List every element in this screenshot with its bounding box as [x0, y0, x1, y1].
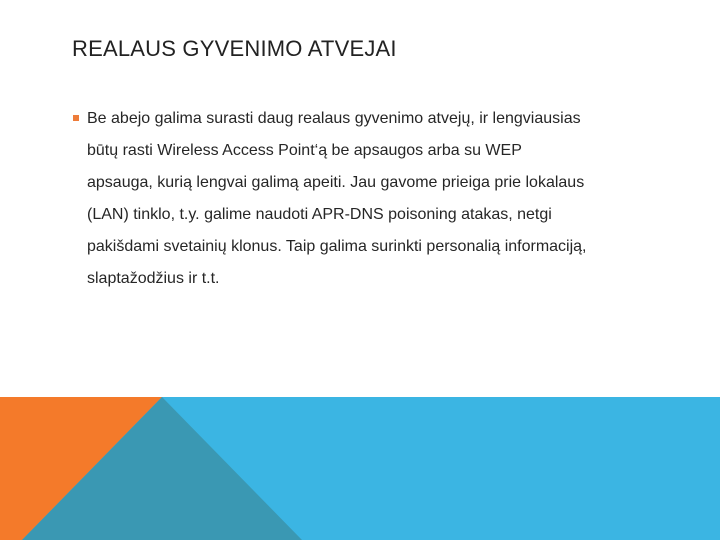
slide-title: REALAUS GYVENIMO ATVEJAI [72, 36, 397, 61]
bullet-line: būtų rasti Wireless Access Point‘ą be apsaugos arba su WEP [87, 142, 522, 159]
bullet-line: apsauga, kurią lengvai galimą apeiti. Jau gavome prieiga prie lokalaus [87, 174, 585, 191]
bullet-line: slaptažodžius ir t.t. [87, 270, 220, 287]
bullet-line: pakišdami svetainių klonus. Taip galima surinkti personalią informaciją, [87, 238, 587, 255]
bullet-line: Be abejo galima surasti daug realaus gyvenimo atvejų, ir lengviausias [87, 110, 581, 127]
bullet-line: (LAN) tinklo, t.y. galime naudoti APR-DNS poisoning atakas, netgi [87, 206, 552, 223]
